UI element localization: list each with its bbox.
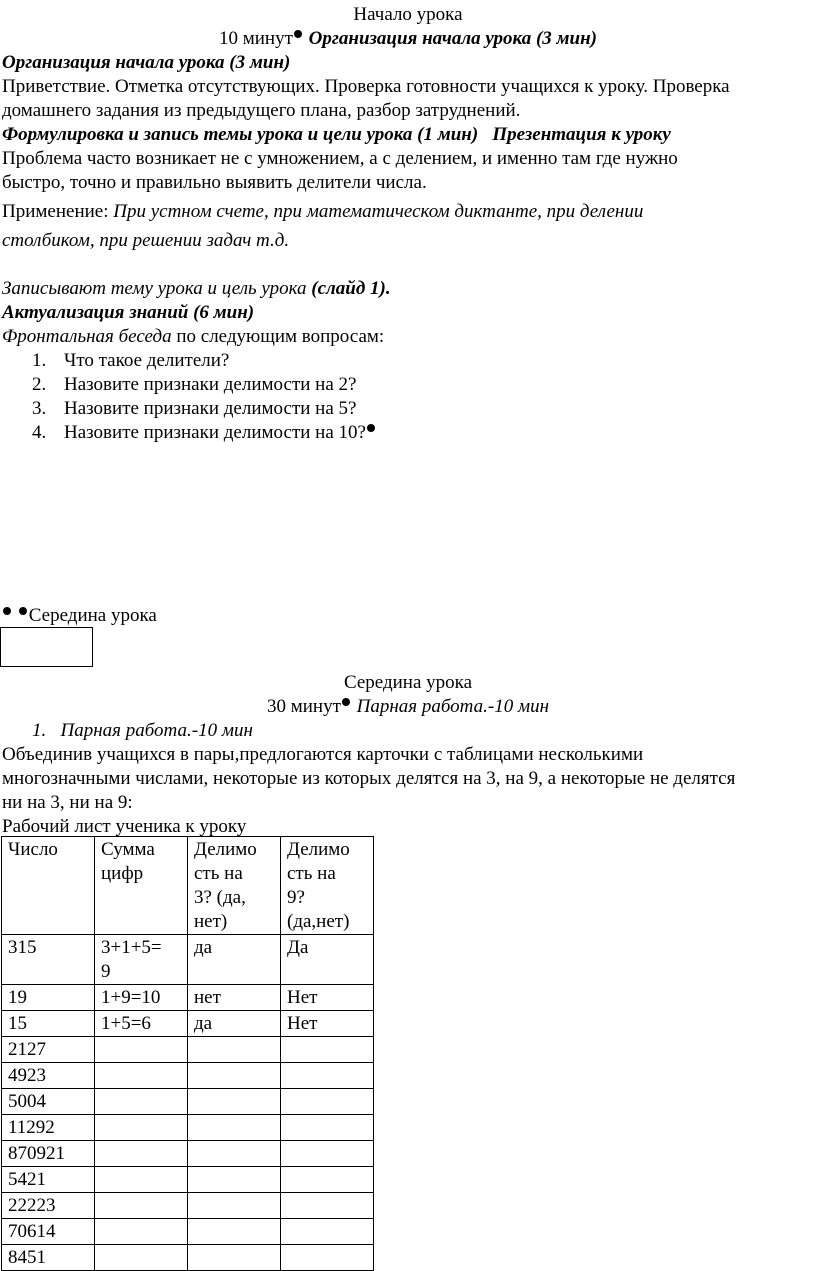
table-cell bbox=[95, 1245, 188, 1271]
table-cell bbox=[188, 1115, 281, 1141]
bullet-icon bbox=[294, 30, 302, 38]
table-cell bbox=[188, 1063, 281, 1089]
table-cell: 22223 bbox=[2, 1193, 95, 1219]
table-cell bbox=[281, 1245, 374, 1271]
table-cell: 2127 bbox=[2, 1037, 95, 1063]
table-cell bbox=[281, 1141, 374, 1167]
table-cell: 70614 bbox=[2, 1219, 95, 1245]
table-row bbox=[2, 1167, 374, 1193]
bullet-icon bbox=[342, 698, 350, 706]
table-cell bbox=[281, 1089, 374, 1115]
table-cell bbox=[281, 1219, 374, 1245]
table-cell: 315 bbox=[2, 935, 95, 985]
table-cell bbox=[281, 1037, 374, 1063]
application-text-1: При устном счете, при математическом диктанте, при делении bbox=[113, 201, 644, 222]
list-item: 4. Назовите признаки делимости на 10? bbox=[2, 421, 814, 445]
table-cell: Нет bbox=[281, 1011, 374, 1037]
start-time-line bbox=[2, 27, 814, 51]
table-cell bbox=[188, 1037, 281, 1063]
table-cell: 15 bbox=[2, 1011, 95, 1037]
table-cell: нет bbox=[188, 985, 281, 1011]
table-cell: 19 bbox=[2, 985, 95, 1011]
frontal-line bbox=[2, 325, 814, 349]
topic-heading: Формулировка и запись темы урока и цели урока (1 мин) bbox=[2, 124, 479, 145]
table-cell bbox=[95, 1089, 188, 1115]
table-row bbox=[2, 1193, 374, 1219]
table-cell bbox=[188, 1193, 281, 1219]
frontal-italic: Фронтальная беседа bbox=[2, 326, 172, 347]
table-header-cell: Сумма цифр bbox=[95, 837, 188, 935]
middle-time-prefix: 30 минут bbox=[266, 696, 341, 717]
table-cell bbox=[188, 1141, 281, 1167]
table-cell: 1+9=10 bbox=[95, 985, 188, 1011]
desc-text-3: ни на 3, ни на 9: bbox=[2, 792, 133, 813]
table-cell: 1+5=6 bbox=[95, 1011, 188, 1037]
problem-text-2: быстро, точно и правильно выявить делители числа. bbox=[2, 172, 427, 193]
worksheet-table bbox=[1, 836, 374, 1271]
desc-text-2: многозначными числами, некоторые из которых делятся на 3, на 9, а некоторые не делятся bbox=[2, 768, 736, 789]
table-row bbox=[2, 1219, 374, 1245]
table-header-cell: Делимо сть на 3? (да, нет) bbox=[188, 837, 281, 935]
middle-time-line bbox=[0, 695, 816, 719]
document-page bbox=[0, 0, 816, 445]
middle-section bbox=[0, 671, 816, 839]
table-row bbox=[2, 1141, 374, 1167]
frontal-rest: по следующим вопросам: bbox=[171, 326, 385, 347]
table-row bbox=[2, 1245, 374, 1271]
table-cell bbox=[188, 1245, 281, 1271]
start-time-prefix: 10 минут bbox=[218, 28, 293, 49]
list-item: 3. Назовите признаки делимости на 5? bbox=[32, 398, 357, 419]
table-cell bbox=[95, 1063, 188, 1089]
middle-marker: Середина урока bbox=[28, 605, 157, 626]
middle-time-label: Парная работа.-10 мин bbox=[356, 696, 550, 717]
application-text-2: столбиком, при решении задач т.д. bbox=[2, 230, 290, 251]
table-cell bbox=[95, 1115, 188, 1141]
table-row bbox=[2, 935, 374, 985]
table-cell: Да bbox=[281, 935, 374, 985]
list-item: 2. Назовите признаки делимости на 2? bbox=[32, 374, 357, 395]
bullet-icon bbox=[19, 607, 27, 615]
empty-box bbox=[0, 627, 93, 667]
problem-text-1: Проблема часто возникает не с умножением, а с делением, и именно там где нужно bbox=[2, 148, 678, 169]
table-cell: 8451 bbox=[2, 1245, 95, 1271]
start-time-label: Организация начала урока (3 мин) bbox=[308, 28, 597, 49]
org-text-1: Приветствие. Отметка отсутствующих. Проверка готовности учащихся к уроку. Проверка bbox=[2, 76, 730, 97]
table-header-cell: Число bbox=[2, 837, 95, 935]
table-row bbox=[2, 1037, 374, 1063]
table-header-row bbox=[2, 837, 374, 935]
list-item: 1. Что такое делители? bbox=[32, 350, 230, 371]
table-cell bbox=[188, 1089, 281, 1115]
table-cell: 4923 bbox=[2, 1063, 95, 1089]
record-topic-line bbox=[2, 277, 814, 301]
table-cell: 5421 bbox=[2, 1167, 95, 1193]
desc-text-1: Объединив учащихся в пары,предлогаются карточки с таблицами несколькими bbox=[2, 744, 644, 765]
table-cell bbox=[95, 1219, 188, 1245]
table-cell bbox=[95, 1167, 188, 1193]
table-cell: 870921 bbox=[2, 1141, 95, 1167]
table-row bbox=[2, 1011, 374, 1037]
table-cell bbox=[188, 1219, 281, 1245]
table-cell: 5004 bbox=[2, 1089, 95, 1115]
record-slide: (слайд 1). bbox=[311, 278, 391, 299]
worksheet-title: Рабочий лист ученика к уроку bbox=[2, 816, 247, 837]
table-cell bbox=[95, 1037, 188, 1063]
table-row bbox=[2, 985, 374, 1011]
table-cell bbox=[281, 1193, 374, 1219]
bullet-icon bbox=[367, 424, 375, 432]
bullet-icon bbox=[3, 607, 11, 615]
org-text-2: домашнего задания из предыдущего плана, разбор затруднений. bbox=[2, 100, 521, 121]
table-cell bbox=[281, 1063, 374, 1089]
table-row bbox=[2, 1063, 374, 1089]
table-row bbox=[2, 1115, 374, 1141]
topic-presentation: Презентация к уроку bbox=[492, 124, 671, 145]
start-title: Начало урока bbox=[353, 4, 463, 25]
table-cell: Нет bbox=[281, 985, 374, 1011]
record-topic: Записывают тему урока и цель урока bbox=[2, 278, 312, 299]
table-cell: да bbox=[188, 935, 281, 985]
table-cell: 3+1+5= 9 bbox=[95, 935, 188, 985]
table-cell bbox=[95, 1141, 188, 1167]
pair-work-item: 1. Парная работа.-10 мин bbox=[32, 720, 253, 741]
actualization-heading: Актуализация знаний (6 мин) bbox=[2, 302, 255, 323]
table-cell bbox=[188, 1167, 281, 1193]
org-heading: Организация начала урока (3 мин) bbox=[2, 52, 291, 73]
questions-list bbox=[2, 349, 814, 445]
topic-heading-line bbox=[2, 123, 814, 147]
table-row bbox=[2, 1089, 374, 1115]
table-cell: 11292 bbox=[2, 1115, 95, 1141]
table-header-cell: Делимо сть на 9? (да,нет) bbox=[281, 837, 374, 935]
table-cell bbox=[281, 1115, 374, 1141]
table-cell bbox=[95, 1193, 188, 1219]
table-cell bbox=[281, 1167, 374, 1193]
table-cell: да bbox=[188, 1011, 281, 1037]
application-line-1 bbox=[2, 198, 814, 225]
application-label: Применение: bbox=[2, 201, 114, 222]
middle-marker-line bbox=[2, 604, 157, 628]
middle-title: Середина урока bbox=[343, 672, 473, 693]
